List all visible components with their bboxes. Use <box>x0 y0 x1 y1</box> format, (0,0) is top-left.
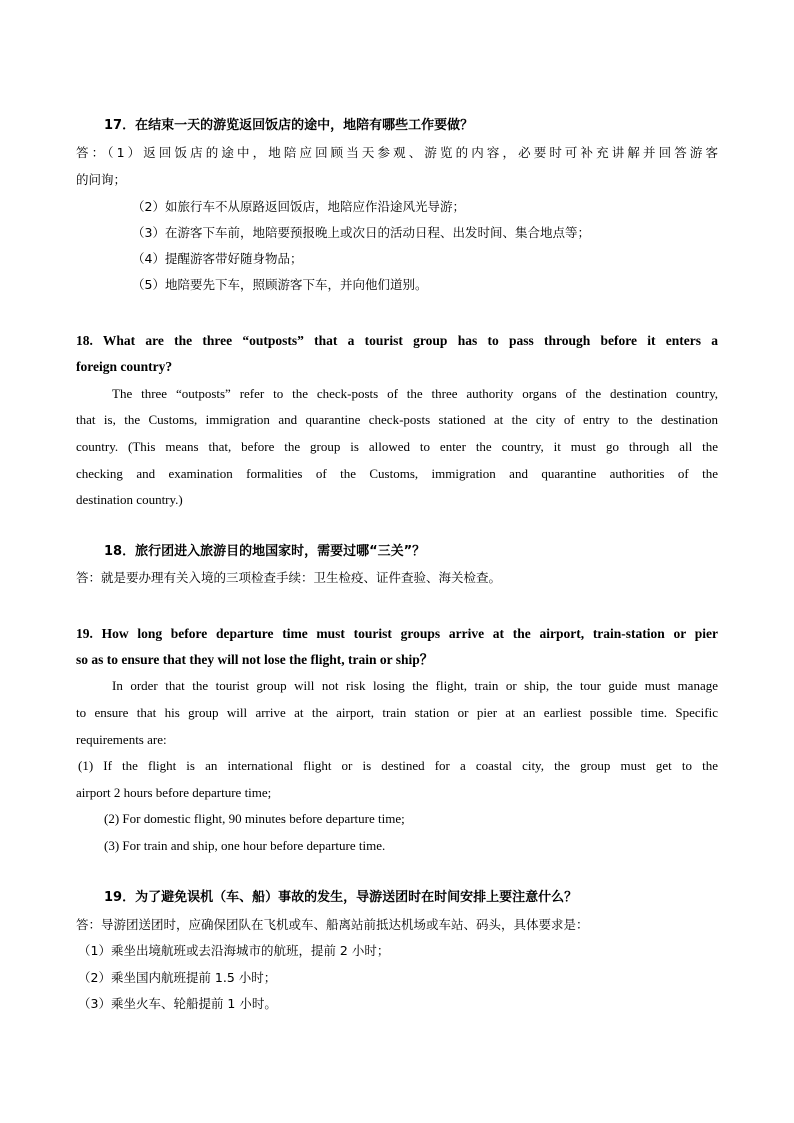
q18-zh-title: 18．旅行团进入旅游目的地国家时，需要过哪“三关”？ <box>104 544 426 559</box>
q18-en-body-line1: The three “outposts” refer to the check-posts of the three authority organs of the destination country, <box>112 386 718 401</box>
q19-en-body-line1: In order that the tourist group will not risk losing the flight, train or ship, the tour guide must manage <box>112 678 718 693</box>
q19-en-item-2: (2) For domestic flight, 90 minutes before departure time; <box>104 811 405 826</box>
q17-item-5: （5）地陪要先下车，照顾游客下车，并向他们道别。 <box>132 277 428 292</box>
q19-en-body-line2: to ensure that his group will arrive at the airport, train station or pier at an earliest possible time. Specific <box>76 705 718 720</box>
q19-en-item1-line1: (1) If the flight is an international flight or is destined for a coastal city, the group must get to the <box>78 758 718 773</box>
q17-item-4: （4）提醒游客带好随身物品； <box>132 251 303 266</box>
q17-title: 17．在结束一天的游览返回饭店的途中，地陪有哪些工作要做？ <box>104 118 474 133</box>
q19-en-body-line3: requirements are: <box>76 732 167 747</box>
q19-en-title-line2: so as to ensure that they will not lose the flight, train or ship？ <box>76 652 434 667</box>
q17-item-3: （3）在游客下车前，地陪要预报晚上或次日的活动日程、出发时间、集合地点等； <box>132 225 590 240</box>
q18-en-title-line2: foreign country? <box>76 359 173 374</box>
q18-en-body-line4: checking and examination formalities of the Customs, immigration and quarantine authorities of the <box>76 466 718 481</box>
q19-zh-title: 19．为了避免误机（车、船）事故的发生，导游送团时在时间安排上要注意什么？ <box>104 890 578 905</box>
q18-en-body-line5: destination country.) <box>76 492 183 507</box>
q18-en-title-line1: 18. What are the three “outposts” that a tourist group has to pass through before it enters a <box>76 333 718 348</box>
q18-en-body-line3: country. (This means that, before the group is allowed to enter the country, it must go through all the <box>76 439 718 454</box>
q19-zh-item-1: （1）乘坐出境航班或去沿海城市的航班，提前 2 小时； <box>78 943 390 958</box>
q17-answer-line1: 答：（1）返回饭店的途中，地陪应回顾当天参观、游览的内容，必要时可补充讲解并回答游客 <box>76 145 718 160</box>
q19-en-title-line1: 19. How long before departure time must tourist groups arrive at the airport, train-station or pier <box>76 626 718 641</box>
q18-zh-answer: 答：就是要办理有关入境的三项检查手续：卫生检疫、证件查验、海关检查。 <box>76 570 502 585</box>
q19-zh-answer: 答：导游团送团时，应确保团队在飞机或车、船离站前抵达机场或车站、码头，具体要求是： <box>76 917 589 932</box>
q17-answer-line2: 的问询； <box>76 172 127 187</box>
q19-en-item-3: (3) For train and ship, one hour before departure time. <box>104 838 386 853</box>
q19-zh-item-2: （2）乘坐国内航班提前 1.5 小时； <box>78 970 277 985</box>
q19-zh-item-3: （3）乘坐火车、轮船提前 1 小时。 <box>78 996 277 1011</box>
q18-en-body-line2: that is, the Customs, immigration and quarantine check-posts stationed at the city of entry to the destination <box>76 412 718 427</box>
q19-en-item1-line2: airport 2 hours before departure time; <box>76 785 272 800</box>
q17-item-2: （2）如旅行车不从原路返回饭店，地陪应作沿途风光导游； <box>132 199 465 214</box>
